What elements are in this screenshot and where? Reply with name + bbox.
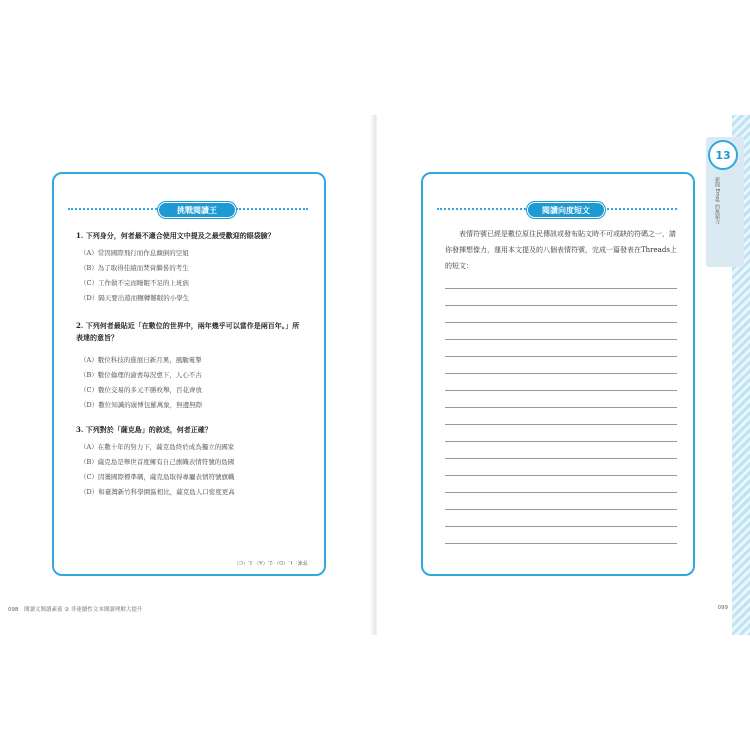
dotted-rule-left	[437, 208, 529, 210]
left-folio: 098 閱讀文閱讀素養 ② 非連續性文本閱讀理解大提升	[8, 607, 143, 613]
question-3: 3. 下列對於「薩克島」的敘述，何者正確？	[76, 425, 212, 434]
option-1b: （B）為了取得佳績而焚膏繼晷的考生	[80, 264, 189, 272]
option-1c: （C）工作做不完而睡眠不足的上班族	[80, 279, 189, 287]
right-folio: 099	[717, 605, 728, 611]
chapter-label: 新聞 Emoji 的無窮力	[714, 177, 720, 225]
writing-line	[445, 441, 677, 442]
writing-line	[445, 305, 677, 306]
right-page	[377, 115, 750, 635]
dotted-rule-right	[603, 208, 677, 210]
option-3c: （C）因獲國際標準碼，薩克島取得專屬表情符號旗幟	[80, 473, 235, 481]
answer-key: 答案：1.（D） 2.（A） 3.（C）	[234, 559, 308, 565]
option-2c: （C）數位交易的多元不勝枚舉，百花齊放	[80, 386, 202, 394]
writing-line	[445, 543, 677, 544]
writing-title: 閱讀向度短文	[527, 202, 605, 218]
writing-line	[445, 475, 677, 476]
writing-line	[445, 356, 677, 357]
writing-line	[445, 373, 677, 374]
dotted-rule-right	[236, 208, 308, 210]
option-3a: （A）在數十年的努力下，薩克島終於成為獨立的國家	[80, 443, 235, 451]
writing-prompt: 表情符號已經是數位原住民傳訊或發布貼文時不可或缺的符碼之一，請你發揮想像力，運用本文提及的八個表情符號，完成一篇發表在Threads上的短文：	[445, 230, 677, 270]
left-page	[0, 115, 373, 635]
writing-line	[445, 458, 677, 459]
option-1a: （A）常因國際飛行而作息顛倒的空姐	[80, 249, 189, 257]
option-3d: （D）和臺灣新竹科學園區相比，薩克島人口密度更高	[80, 488, 235, 496]
option-2a: （A）數位科技的進展日新月異，風馳電掣	[80, 356, 202, 364]
option-2d: （D）數位知識的廣博包羅萬象，無邊無際	[80, 401, 203, 409]
writing-line	[445, 390, 677, 391]
writing-line	[445, 526, 677, 527]
writing-line	[445, 288, 677, 289]
chapter-tab	[706, 137, 744, 267]
writing-line	[445, 322, 677, 323]
option-2b: （B）數位倫理的淪喪每況愈下，人心不古	[80, 371, 202, 379]
option-1d: （D）隔天要出遊而輾轉難眠的小學生	[80, 294, 190, 302]
option-3b: （B）薩克島是舉世首度擁有自己旗幟表情符號的島國	[80, 458, 235, 466]
writing-box	[421, 172, 695, 576]
dotted-rule-left	[68, 208, 160, 210]
writing-line	[445, 424, 677, 425]
question-1: 1. 下列身分，何者最不適合使用文中提及之最受歡迎的眼袋臉？	[76, 231, 275, 240]
writing-line	[445, 407, 677, 408]
quiz-title: 挑戰閱讀王	[158, 202, 236, 218]
writing-line	[445, 492, 677, 493]
book-spread	[0, 115, 750, 635]
chapter-number: 13	[708, 140, 738, 170]
writing-line	[445, 339, 677, 340]
quiz-box	[52, 172, 326, 576]
question-2: 2. 下列何者最貼近「在數位的世界中，兩年幾乎可以當作是兩百年。」所表達的意旨？	[76, 321, 300, 342]
writing-line	[445, 509, 677, 510]
